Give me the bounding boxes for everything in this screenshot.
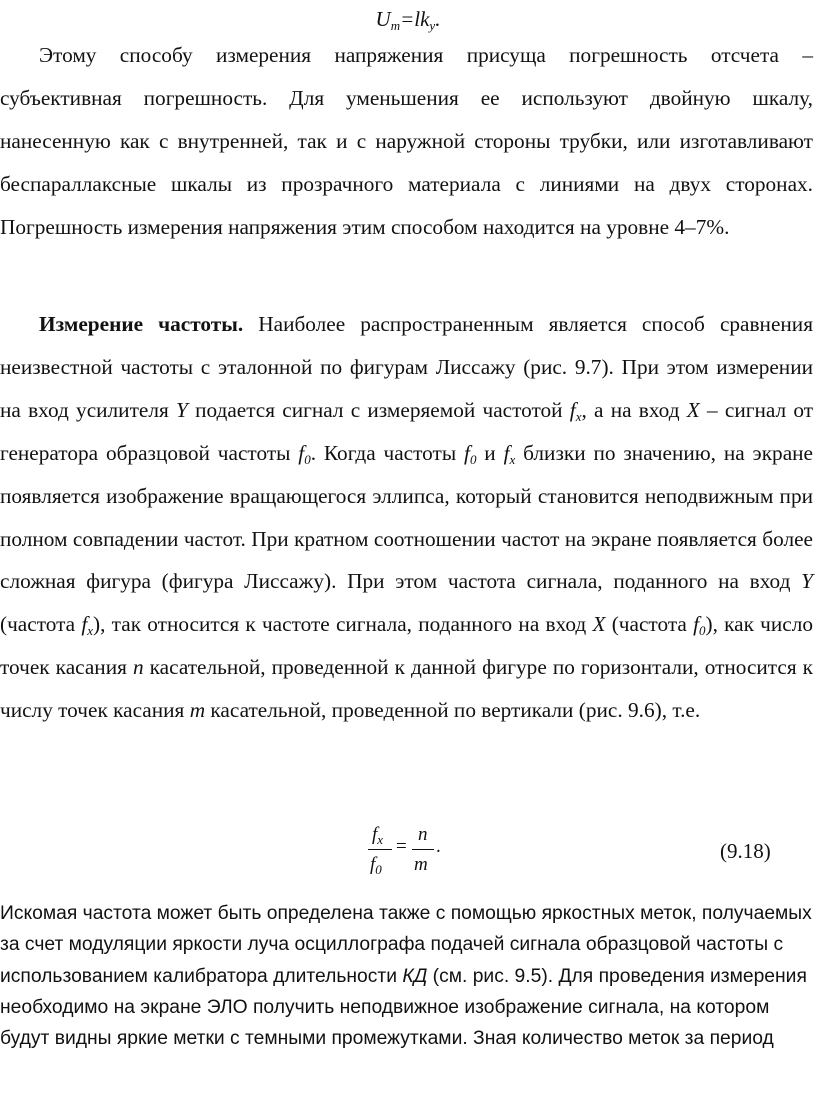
text-segment: – сигнал от генератора образцовой частоты	[0, 397, 814, 465]
subscript: x	[87, 623, 94, 639]
var-fx: $f_x$	[503, 440, 516, 467]
var-f0: $f_0$	[298, 440, 311, 467]
var-x: X	[686, 397, 700, 422]
fraction-bar-left	[368, 849, 392, 850]
text-segment: касательной, проведенной по вертикали (рис. 9.6), т.е.	[205, 698, 701, 723]
text-segment: подается сигнал с измеряемой частотой	[187, 397, 570, 422]
subscript: 0	[375, 862, 382, 877]
paragraph-voltage-error: Этому способу измерения напряжения присуща погрешность отсчета – субъективная погрешность. Для уменьшения ее используют двойную шкалу, нанесенную как с внутренней, так и с наружной стороны трубки, или изготавливают беспараллаксные шкалы из прозрачного материала с линиями на двух сторонах. Погрешность измерения напряжения этим способом находится на уровне 4–7%.	[0, 43, 813, 239]
text-segment: и	[476, 440, 504, 465]
var-m: m	[189, 698, 206, 723]
var-y: Y	[175, 397, 188, 422]
text-segment: Наиболее распространенным является способ сравнения неизвестной частоты с эталонной по фигурам Лиссажу (рис. 9.7). При этом измерении на вход усилителя	[0, 312, 813, 422]
var-f0: $f_0$	[464, 440, 477, 467]
subscript: 0	[469, 451, 477, 467]
text-segment: Искомая частота может быть определена также с помощью яркостных меток, получаемых за счет модуляции яркости луча осциллографа подачей сигнала образцовой частоты с использованием калибратора длительности	[0, 903, 812, 987]
text-segment: (см. рис. 9.5). Для проведения измерения необходимо на экране ЭЛО получить неподвижное изображение сигнала, на котором будут видны яркие метки с темными промежутками. Зная количество меток за период	[0, 965, 807, 1050]
formula-period: .	[436, 836, 441, 857]
text-segment: (частота	[605, 612, 694, 637]
formula-numerator-right: n	[418, 824, 428, 845]
text-segment: касательной, проведенной к данной фигуре по горизонтали, относится к числу точек касания	[0, 655, 813, 723]
voltage-equation: $U_m=lk_y$.	[375, 7, 441, 33]
var-x: X	[592, 612, 606, 637]
var-fx: $f_x$	[569, 397, 582, 424]
paragraph-brightness-marks	[0, 898, 816, 1054]
formula-numerator-left: $f_x$	[372, 824, 384, 847]
subscript: x	[509, 451, 516, 467]
text-segment: . Когда частоты	[310, 440, 465, 465]
text-segment: близки по значению, на экране появляется изображение вращающегося эллипса, который становится неподвижным при полном совпадении частот. При кратном соотношении частот на экране появляется более сложная фигура (фигура Лиссажу). При этом частота сигнала, поданного на вход	[0, 440, 813, 594]
subscript: m	[390, 18, 401, 33]
equation-number: (9.18)	[720, 839, 771, 863]
text-segment: ), как число точек касания	[0, 612, 813, 680]
subscript: 0	[304, 451, 311, 467]
formula-denominator-left: $f_0$	[370, 854, 382, 877]
var-f0: $f_0$	[693, 612, 706, 639]
formula-denominator-right: m	[414, 854, 428, 875]
fraction-bar-right	[412, 849, 434, 850]
subscript: y	[429, 18, 436, 33]
text-segment: , а на вход	[581, 397, 687, 422]
paragraph-frequency-measurement	[0, 303, 813, 732]
text-segment: ), так относится к частоте сигнала, поданного на вход	[93, 612, 593, 637]
section-heading-frequency: Измерение частоты.	[39, 312, 244, 336]
var-n: n	[132, 655, 144, 680]
subscript: x	[575, 408, 582, 424]
var-y: Y	[801, 569, 813, 594]
subscript: x	[377, 832, 384, 847]
text-segment: (частота	[0, 612, 82, 637]
formula-frequency-ratio	[366, 822, 456, 878]
formula-equals-sign: =	[396, 836, 407, 857]
var-fx: $f_x$	[81, 612, 94, 639]
abbr-kd: КД	[402, 965, 428, 987]
subscript: 0	[698, 623, 706, 639]
